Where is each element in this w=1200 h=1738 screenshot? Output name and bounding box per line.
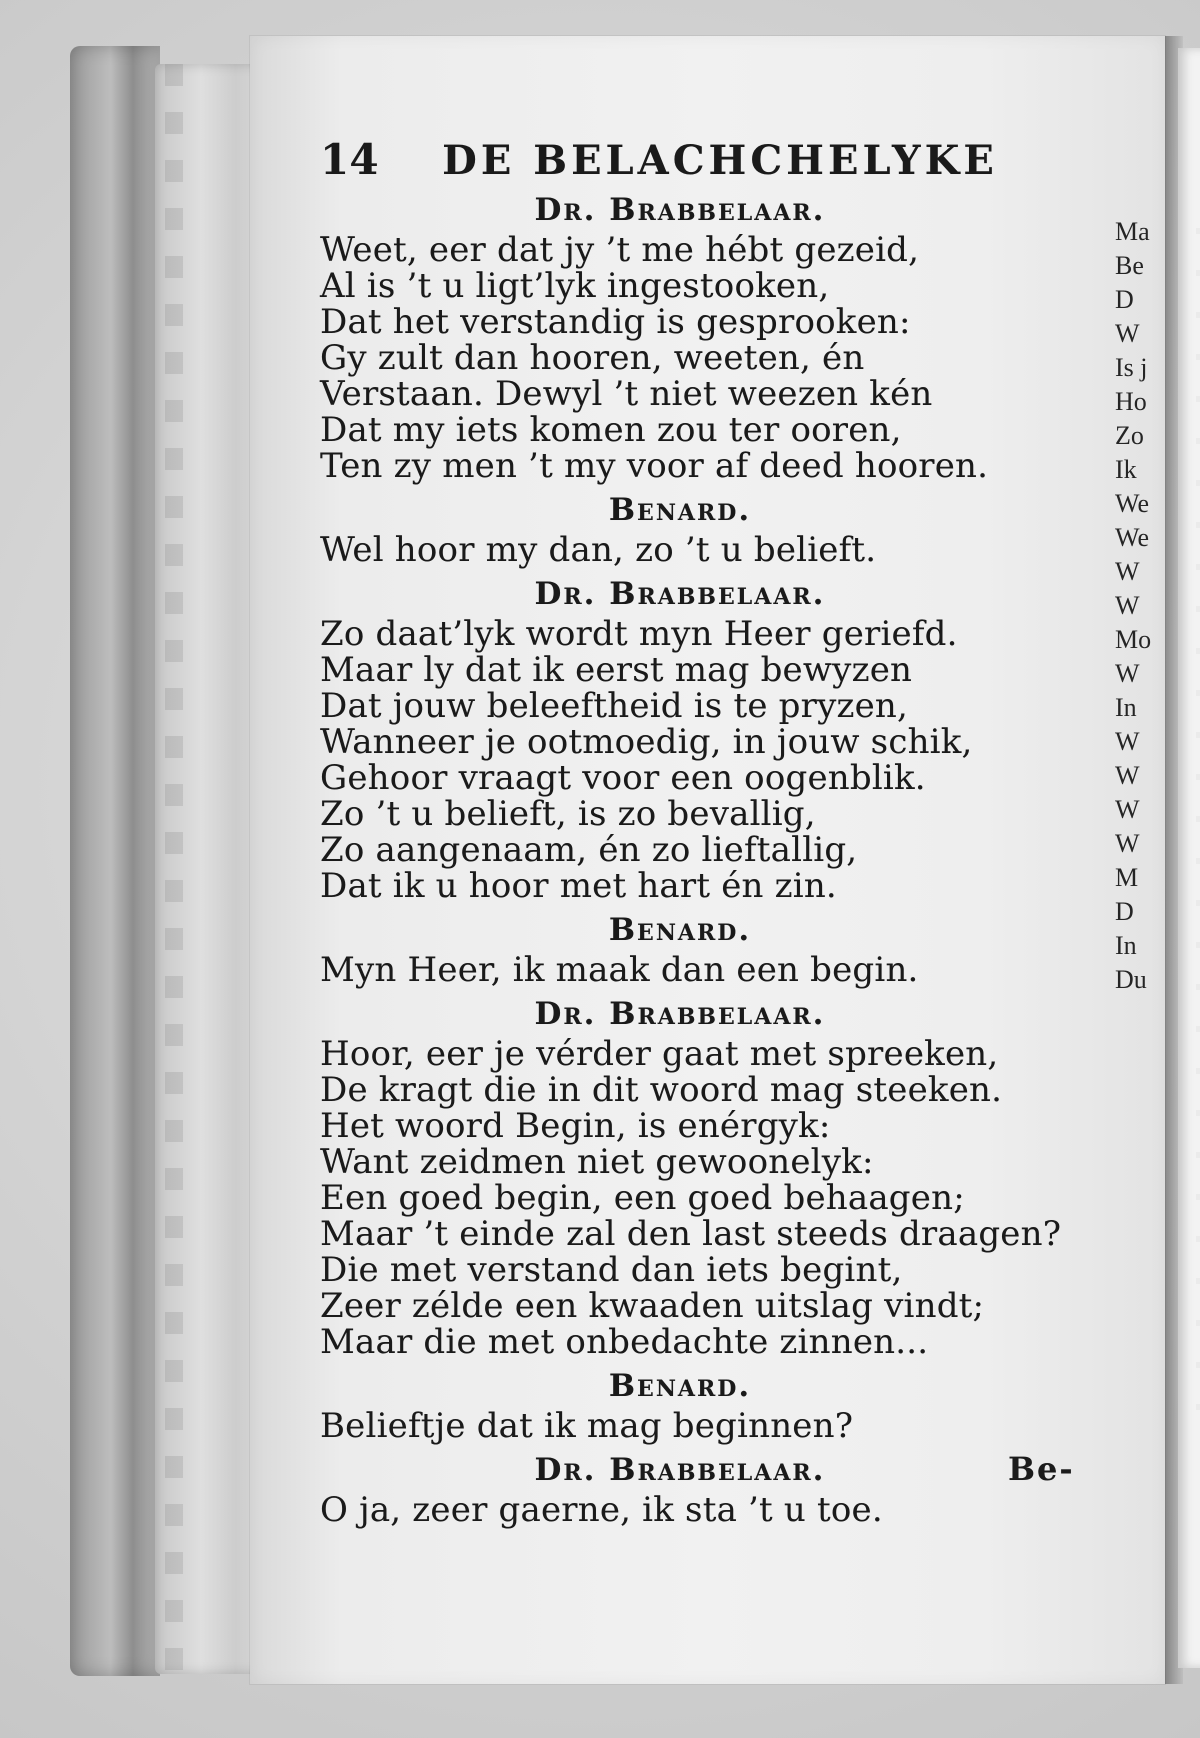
verse-line: Gy zult dan hooren, weeten, én xyxy=(320,338,865,378)
speaker-name: Dr. Brabbelaar. xyxy=(534,192,826,228)
gutter-fragment: Be xyxy=(1115,251,1144,280)
gutter-fragment: Ik xyxy=(1115,455,1137,484)
gutter-fragment: W xyxy=(1115,761,1140,790)
verse-line: De kragt die in dit woord mag steeken. xyxy=(320,1070,1003,1110)
verse-line: Gehoor vraagt voor een oogenblik. xyxy=(320,758,926,798)
dialogue-block xyxy=(320,576,1040,904)
gutter-fragment: We xyxy=(1115,489,1149,518)
gutter-fragment: W xyxy=(1115,659,1140,688)
speaker-name: Benard. xyxy=(608,1368,752,1404)
running-title: DE BELACHCHELYKE xyxy=(442,137,998,184)
verse-line: Maar ’t einde zal den last steeds draagen? xyxy=(320,1214,1062,1254)
gutter-fragment: W xyxy=(1115,319,1140,348)
verse-line: Die met verstand dan iets begint, xyxy=(320,1250,903,1290)
gutter-fragment: Du xyxy=(1115,965,1147,994)
page-header xyxy=(320,135,1040,184)
gutter-fragment: We xyxy=(1115,523,1149,552)
gutter-fragment: W xyxy=(1115,591,1140,620)
gutter-fragment: Is j xyxy=(1115,353,1148,382)
dialogue-block xyxy=(320,996,1062,1362)
next-page-gutter-fragments xyxy=(1115,215,1185,1615)
verse-line: Zo daat’lyk wordt myn Heer geriefd. xyxy=(320,614,958,654)
page-number: 14 xyxy=(320,135,379,184)
catchword: Be- xyxy=(1008,1450,1075,1488)
verse-line: Zo aangenaam, én zo lieftallig, xyxy=(320,830,858,870)
verse-line: Dat het verstandig is gesprooken: xyxy=(320,302,911,342)
gutter-fragment: W xyxy=(1115,727,1140,756)
dialogue-block xyxy=(320,1368,1040,1444)
speaker-name: Dr. Brabbelaar. xyxy=(534,996,826,1032)
gutter-fragment: D xyxy=(1115,285,1134,314)
page-content xyxy=(320,135,1062,1530)
gutter-fragment: In xyxy=(1115,693,1137,722)
gutter-fragment: Mo xyxy=(1115,625,1152,654)
verse-line: Dat my iets komen zou ter ooren, xyxy=(320,410,902,450)
gutter-fragment: In xyxy=(1115,931,1137,960)
verse-line: Het woord Begin, is enérgyk: xyxy=(320,1106,831,1146)
speaker-name: Dr. Brabbelaar. xyxy=(534,1452,826,1488)
verse-line: O ja, zeer gaerne, ik sta ’t u toe. xyxy=(320,1490,883,1530)
gutter-fragment: Ho xyxy=(1115,387,1147,416)
gutter-fragment: W xyxy=(1115,795,1140,824)
verse-line: Want zeidmen niet gewoonelyk: xyxy=(320,1142,874,1182)
verse-line: Wel hoor my dan, zo ’t u belieft. xyxy=(320,530,877,570)
dialogue-block xyxy=(320,492,1040,568)
dialogue-block xyxy=(320,912,1040,988)
dialogue-block xyxy=(320,192,1040,484)
verse-line: Al is ’t u ligt’lyk ingestooken, xyxy=(320,266,830,306)
speaker-name: Benard. xyxy=(608,492,752,528)
verse-line: Ten zy men ’t my voor af deed hooren. xyxy=(320,446,989,486)
gutter-fragment: Zo xyxy=(1115,421,1144,450)
speaker-name: Dr. Brabbelaar. xyxy=(534,576,826,612)
verse-line: Maar die met onbedachte zinnen... xyxy=(320,1322,929,1362)
gutter-fragment: W xyxy=(1115,829,1140,858)
dialogue-blocks xyxy=(320,192,1062,1530)
gutter-fragment: W xyxy=(1115,557,1140,586)
verse-line: Een goed begin, een goed behaagen; xyxy=(320,1178,965,1218)
verse-line: Wanneer je ootmoedig, in jouw schik, xyxy=(320,722,973,762)
verse-line: Weet, eer dat jy ’t me hébt gezeid, xyxy=(320,230,920,270)
verse-line: Dat ik u hoor met hart én zin. xyxy=(320,866,837,906)
verse-line: Dat jouw beleeftheid is te pryzen, xyxy=(320,686,909,726)
gutter-fragment: M xyxy=(1115,863,1139,892)
gutter-fragment: Ma xyxy=(1115,217,1150,246)
verse-line: Hoor, eer je vérder gaat met spreeken, xyxy=(320,1034,999,1074)
verse-line: Belieftje dat ik mag beginnen? xyxy=(320,1406,854,1446)
book-cover-edge xyxy=(70,46,160,1676)
dialogue-block xyxy=(320,1452,1040,1528)
verse-line: Myn Heer, ik maak dan een begin. xyxy=(320,950,919,990)
verse-line: Zo ’t u belieft, is zo bevallig, xyxy=(320,794,816,834)
verse-line: Zeer zélde een kwaaden uitslag vindt; xyxy=(320,1286,985,1326)
verse-line: Maar ly dat ik eerst mag bewyzen xyxy=(320,650,913,690)
verse-line: Verstaan. Dewyl ’t niet weezen kén xyxy=(320,374,933,414)
speaker-name: Benard. xyxy=(608,912,752,948)
gutter-fragment: D xyxy=(1115,897,1134,926)
